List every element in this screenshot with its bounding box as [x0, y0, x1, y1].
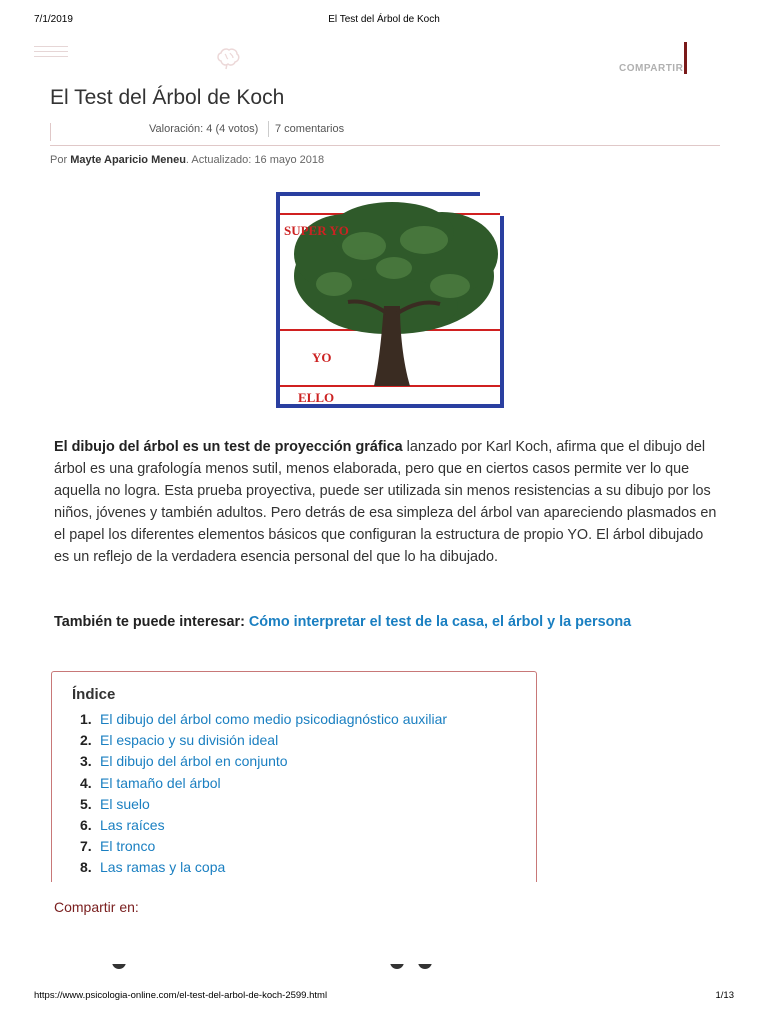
- table-of-contents: [51, 671, 537, 882]
- article-title: El Test del Árbol de Koch: [50, 86, 285, 109]
- print-page-number: 1/13: [715, 990, 734, 1001]
- rating-text[interactable]: Valoración: 4 (4 votos): [149, 123, 259, 135]
- print-footer: [0, 990, 768, 1004]
- intro-text: lanzado por Karl Koch, afirma que el dibujo del árbol es una grafología menos sutil, menos elaborada, pero que en ciertos casos permite ver lo que aquella no logra. Esta prueba proyectiva, puede ser utilizada sin menos resistencias a su dibujo por los niños, jóvenes y también adultos. Pero detrás de esa simpleza del árbol van apareciendo plasmados en el papel los diferentes elementos básicos que configuran la estructura de propio YO. El árbol dibujado es un reflejo de la verdadera esencia personal del que lo ha dibujado.: [54, 439, 717, 565]
- toc-item-link[interactable]: Las raíces: [100, 816, 165, 833]
- rating-separator: [268, 121, 269, 137]
- rating-divider-left: [50, 123, 51, 141]
- toc-item-link[interactable]: Las ramas y la copa: [100, 859, 226, 876]
- intro-bold: El dibujo del árbol es un test de proyección gráfica: [54, 439, 403, 455]
- toc-item-link[interactable]: El tronco: [100, 838, 156, 855]
- label-ello: ELLO: [298, 390, 335, 405]
- toc-item-number: 6.: [80, 816, 92, 833]
- share-accent-bar: [684, 42, 687, 74]
- toc-item: [80, 836, 447, 857]
- comments-link[interactable]: 7 comentarios: [275, 123, 345, 135]
- toc-item-number: 3.: [80, 753, 92, 770]
- cut-off-heading: [100, 964, 440, 978]
- print-header: [0, 14, 768, 28]
- byline: [50, 154, 324, 166]
- toc-item-number: 2.: [80, 732, 92, 749]
- toc-item-link[interactable]: El espacio y su división ideal: [100, 732, 279, 749]
- print-title: El Test del Árbol de Koch: [328, 14, 440, 25]
- rating-row: [50, 121, 720, 146]
- toc-item-link[interactable]: El suelo: [100, 795, 150, 812]
- updated-date: . Actualizado: 16 mayo 2018: [185, 154, 325, 166]
- toc-item: [80, 751, 447, 772]
- share-in-label: Compartir en:: [54, 899, 139, 915]
- author-link[interactable]: Mayte Aparicio Meneu: [70, 154, 186, 166]
- toc-item-number: 7.: [80, 838, 92, 855]
- toc-item: [80, 709, 447, 730]
- also-link[interactable]: Cómo interpretar el test de la casa, el árbol y la persona: [248, 614, 632, 630]
- toc-list: [80, 709, 447, 879]
- print-date: 7/1/2019: [34, 14, 73, 25]
- toc-item: [80, 730, 447, 751]
- toc-item-number: 8.: [80, 859, 92, 876]
- toc-item-link[interactable]: El tamaño del árbol: [100, 774, 221, 791]
- print-url: https://www.psicologia-online.com/el-test-del-arbol-de-koch-2599.html: [34, 990, 328, 1001]
- brain-icon[interactable]: [214, 44, 242, 72]
- label-yo: YO: [312, 350, 332, 365]
- hamburger-icon[interactable]: [34, 46, 68, 58]
- tree-figure: [264, 188, 514, 420]
- toc-item-number: 1.: [80, 711, 92, 727]
- toc-item: [80, 857, 447, 878]
- label-super-yo: SUPER YO: [284, 223, 349, 238]
- also-label: También te puede interesar:: [54, 614, 249, 630]
- toc-item-number: 4.: [80, 774, 92, 791]
- intro-paragraph: [54, 436, 720, 568]
- toc-item-link[interactable]: El dibujo del árbol en conjunto: [100, 753, 288, 770]
- toc-item: [80, 815, 447, 836]
- toc-item-number: 5.: [80, 795, 92, 812]
- toc-item: [80, 794, 447, 815]
- byline-prefix: Por: [50, 154, 68, 166]
- toc-item: [80, 773, 447, 794]
- also-interest: [54, 614, 631, 630]
- toc-title: Índice: [72, 686, 116, 703]
- share-button[interactable]: COMPARTIR: [619, 63, 684, 74]
- toc-item-link[interactable]: El dibujo del árbol como medio psicodiagnóstico auxiliar: [100, 711, 448, 727]
